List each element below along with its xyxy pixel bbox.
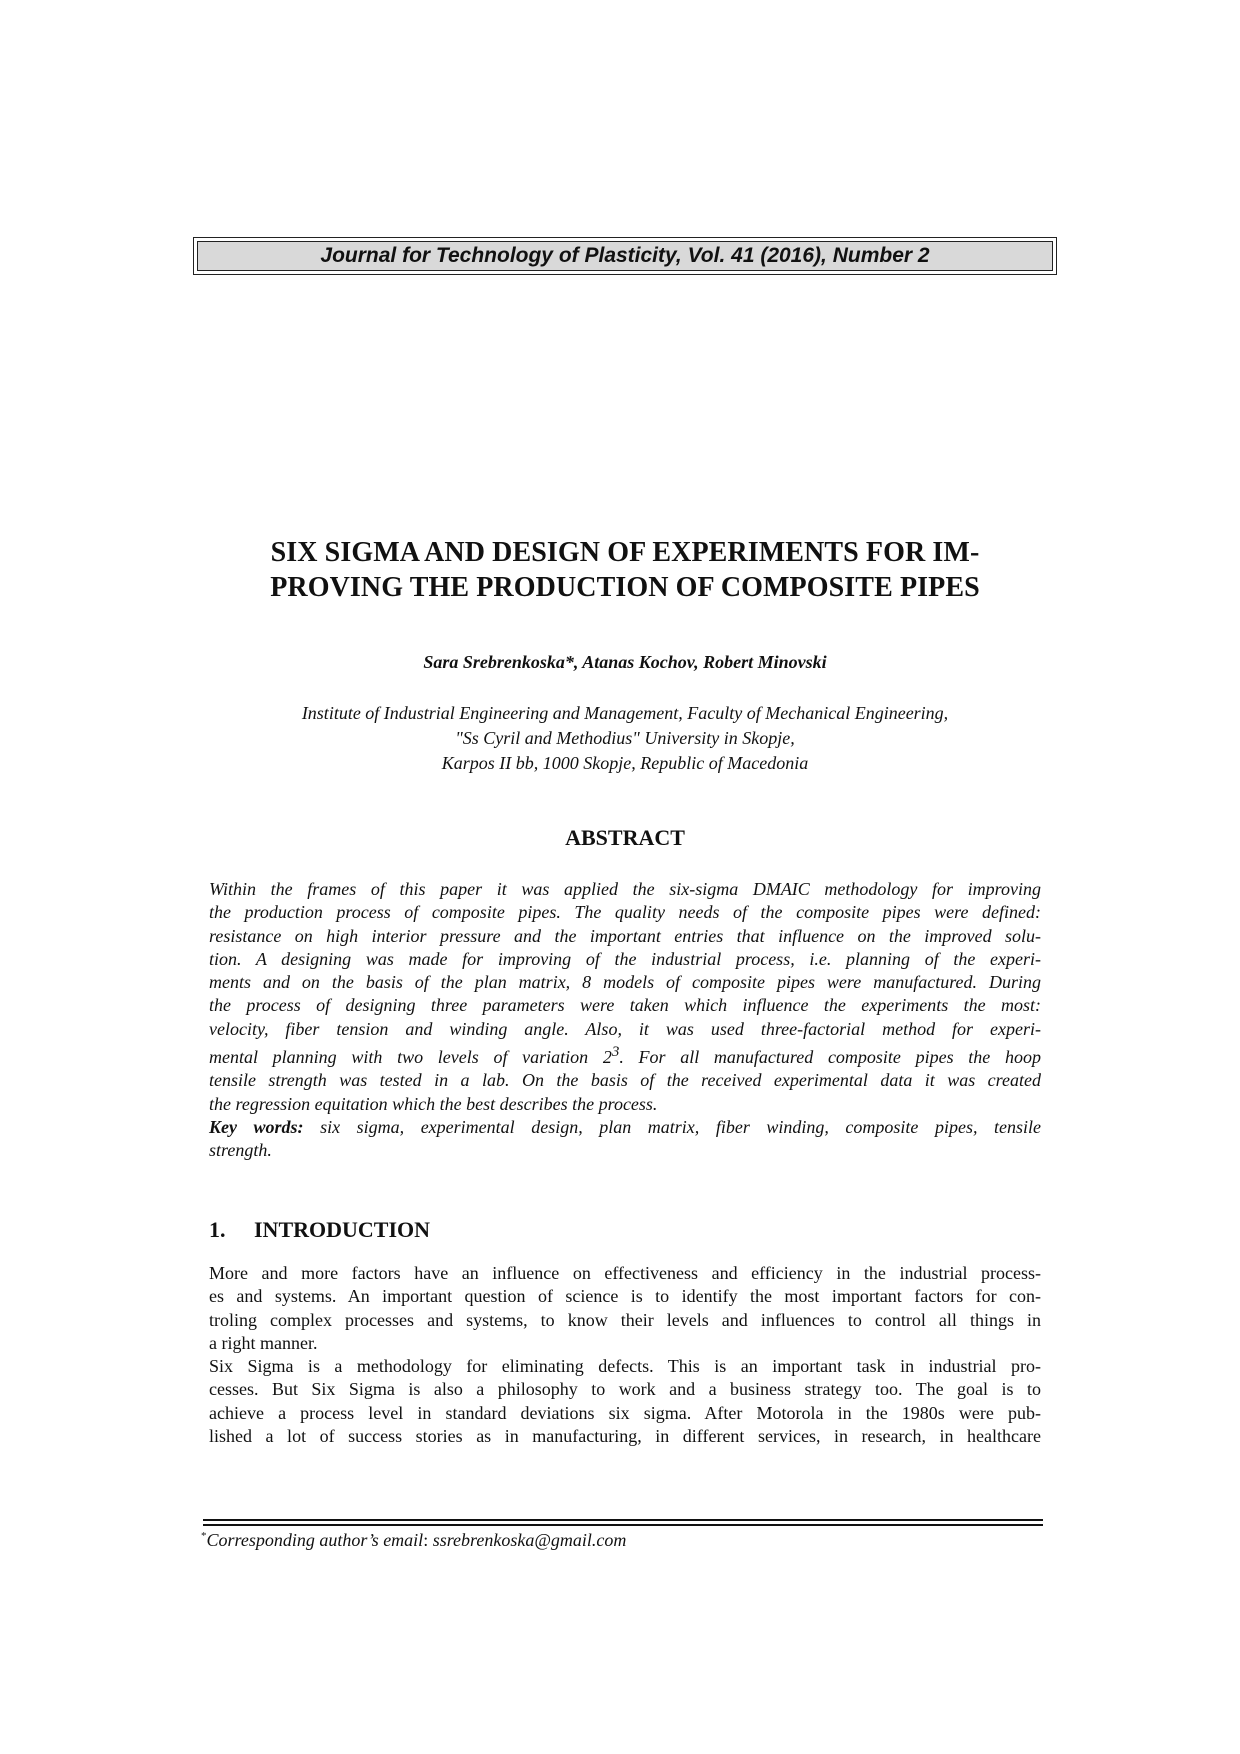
keywords-label: Key words:: [209, 1116, 304, 1137]
section-title: INTRODUCTION: [254, 1217, 431, 1242]
abstract-line: Within the frames of this paper it was applied the six-sigma DMAIC methodology for improving: [209, 879, 1041, 899]
abstract-heading: ABSTRACT: [565, 825, 685, 850]
affiliation: [150, 701, 1100, 776]
journal-header-text: Journal for Technology of Plasticity, Vol. 41 (2016), Number 2: [197, 241, 1053, 271]
paragraph-line: achieve a process level in standard deviations six sigma. After Motorola in the 1980s were pub-: [209, 1402, 1041, 1423]
footnote-divider: [203, 1519, 1043, 1521]
affiliation-line: Karpos II bb, 1000 Skopje, Republic of Macedonia: [441, 753, 809, 773]
superscript-exponent: 3: [611, 1044, 620, 1061]
abstract-line: the production process of composite pipes. The quality needs of the composite pipes were defined:: [209, 902, 1041, 923]
footnote-email: ssrebrenkoska@gmail.com: [432, 1530, 627, 1550]
footnote-marker: *: [201, 1530, 207, 1542]
footnote-divider: [203, 1524, 1043, 1526]
journal-header-box: [193, 237, 1057, 275]
abstract-line: the process of designing three parameters were taken which influence the experiments the most:: [209, 995, 1041, 1016]
abstract-text-fragment: . For all manufactured composite pipes the hoop: [619, 1047, 1041, 1068]
abstract-line: tensile strength was tested in a lab. On the basis of the received experimental data it was created: [209, 1070, 1041, 1091]
paragraph-line: a right manner.: [209, 1332, 318, 1353]
footnote-separator: :: [423, 1530, 433, 1550]
authors: Sara Srebrenkoska*, Atanas Kochov, Robert Minovski: [423, 652, 827, 672]
abstract-line: velocity, fiber tension and winding angle. Also, it was used three-factorial method for experi-: [209, 1018, 1041, 1039]
paragraph-line: cesses. But Six Sigma is also a philosophy to work and a business strategy too. The goal is to: [209, 1379, 1041, 1400]
keywords-line: [209, 1116, 1041, 1139]
keywords-text: six sigma, experimental design, plan matrix, fiber winding, composite pipes, tensile: [303, 1116, 1041, 1137]
abstract-line: the regression equitation which the best describes the process.: [209, 1093, 658, 1114]
section-heading-introduction: [209, 1217, 430, 1243]
footnote-label: Corresponding author’s email: [206, 1530, 424, 1550]
paragraph-line: es and systems. An important question of science is to identify the most important factors for con-: [209, 1286, 1041, 1307]
paragraph-line: troling complex processes and systems, to know their levels and influences to control all things in: [209, 1309, 1041, 1330]
footnote: [201, 1530, 626, 1551]
abstract-line: ments and on the basis of the plan matrix, 8 models of composite pipes were manufactured. During: [209, 972, 1041, 993]
paragraph-line: More and more factors have an influence on effectiveness and efficiency in the industrial process-: [209, 1263, 1041, 1283]
abstract-body: [209, 878, 1041, 1163]
abstract-text-fragment: mental planning with two levels of variation 2: [209, 1047, 612, 1068]
keywords-line: strength.: [209, 1140, 272, 1161]
paper-title-line-2: PROVING THE PRODUCTION OF COMPOSITE PIPES: [270, 572, 980, 603]
paper-title-line-1: SIX SIGMA AND DESIGN OF EXPERIMENTS FOR IM-: [270, 537, 980, 568]
abstract-line: tion. A designing was made for improving of the industrial process, i.e. planning of the experi-: [209, 948, 1041, 969]
affiliation-line: "Ss Cyril and Methodius" University in Skopje,: [455, 728, 795, 748]
paragraph-line: Six Sigma is a methodology for eliminating defects. This is an important task in industrial pro-: [209, 1356, 1041, 1377]
abstract-line-with-superscript: [209, 1041, 1041, 1069]
paragraph-line: lished a lot of success stories as in manufacturing, in different services, in research, in healthcare: [209, 1426, 1041, 1447]
section-number: 1.: [209, 1217, 226, 1242]
abstract-line: resistance on high interior pressure and the important entries that influence on the improved solu-: [209, 925, 1041, 946]
affiliation-line: Institute of Industrial Engineering and Management, Faculty of Mechanical Engineering,: [301, 703, 949, 723]
introduction-body: [209, 1262, 1041, 1448]
paper-title: [200, 535, 1050, 605]
